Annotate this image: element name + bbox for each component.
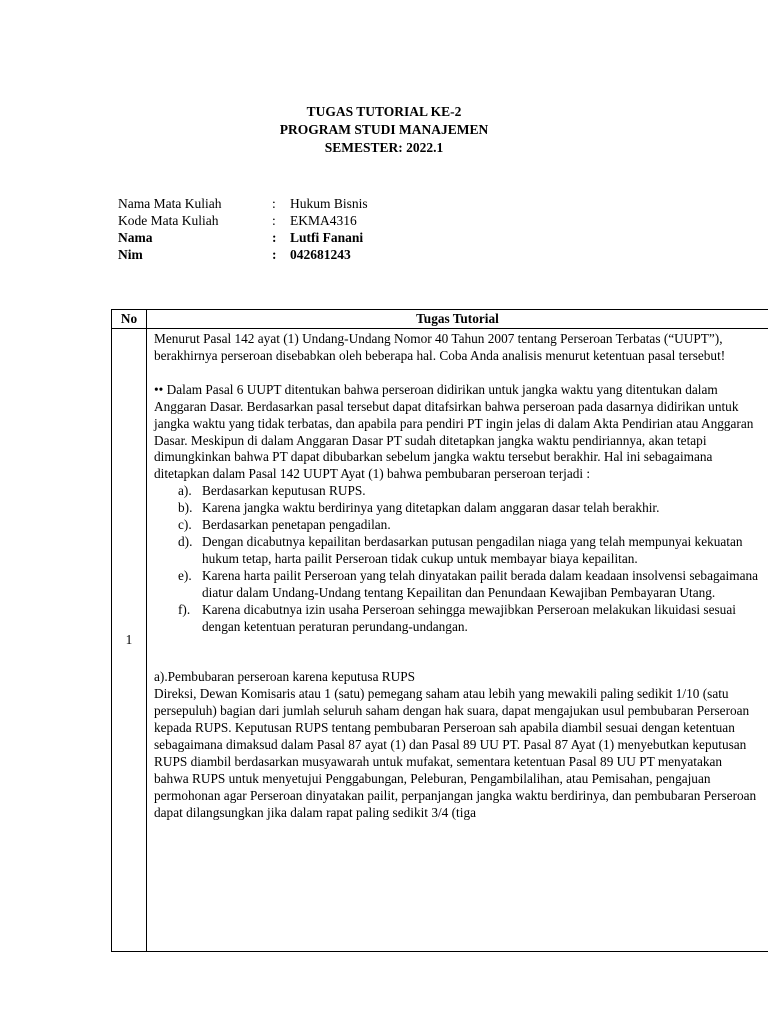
table-row [112, 329, 768, 952]
row-number: 1 [112, 329, 147, 952]
answer-intro: •• Dalam Pasal 6 UUPT ditentukan bahwa perseroan didirikan untuk jangka waktu yang ditentukan dalam Anggaran Dasar. Berdasarkan pasal tersebut dapat ditafsirkan bahwa perseroan pada dasarnya didirikan untuk jangka waktu yang tidak terbatas, dan apabila para pendiri PT ingin jelas di dalam Akta Pendirian atau Anggaran Dasar. Meskipun di dalam Anggaran Dasar PT sudah ditetapkan jangka waktu pendiriannya, akan tetapi dimungkinkan bahwa PT dapat dibubarkan sebelum jangka waktu tersebut berakhir. Hal ini sebagaimana ditetapkan dalam Pasal 142 UUPT Ayat (1) bahwa pembubaran perseroan terjadi : [154, 381, 754, 482]
list-item [154, 602, 760, 636]
tutorial-table [111, 309, 768, 952]
info-row-student-name [118, 229, 368, 246]
table-header-row [112, 310, 768, 329]
title-line-3: SEMESTER: 2022.1 [324, 140, 444, 155]
dissolution-list [154, 483, 760, 635]
info-label: Nama Mata Kuliah [118, 196, 222, 211]
info-label: Kode Mata Kuliah [118, 213, 219, 228]
info-colon: : [272, 196, 276, 211]
list-text: Karena jangka waktu berdirinya yang ditetapkan dalam anggaran dasar telah berakhir. [202, 500, 660, 516]
question-text: Menurut Pasal 142 ayat (1) Undang-Undang Nomor 40 Tahun 2007 tentang Perseroan Terbatas (“UUPT”), berakhirnya perseroan disebabkan oleh beberapa hal. Coba Anda analisis menurut ketentuan pasal tersebut! [154, 331, 726, 363]
list-text: Karena dicabutnya izin usaha Perseroan sehingga mewajibkan Perseroan melakukan likuidasi sesuai dengan ketentuan peraturan perundang-undangan. [202, 601, 736, 634]
info-row-student-id [118, 246, 368, 263]
list-item [154, 534, 760, 568]
row-content [147, 329, 768, 952]
header-no: No [112, 310, 147, 329]
info-value: Hukum Bisnis [290, 196, 368, 211]
student-info [118, 195, 368, 263]
info-colon: : [272, 213, 276, 228]
info-value: EKMA4316 [290, 213, 357, 228]
title-line-1: TUGAS TUTORIAL KE-2 [306, 104, 462, 119]
list-marker: f). [178, 601, 191, 617]
info-colon: : [272, 230, 277, 245]
list-text: Berdasarkan penetapan pengadilan. [202, 517, 391, 533]
list-marker: a). [178, 483, 192, 499]
title-line-2: PROGRAM STUDI MANAJEMEN [279, 122, 489, 137]
list-item [154, 568, 760, 602]
section-a-body: Direksi, Dewan Komisaris atau 1 (satu) pemegang saham atau lebih yang mewakili paling sedikit 1/10 (satu persepuluh) bagian dari jumlah seluruh saham dengan hak suara, dapat mengajukan usul pembubaran Perseroan kepada RUPS. Keputusan RUPS tentang pembubaran Perseroan sah apabila diambil sesuai dengan ketentuan sebagaimana dimaksud dalam Pasal 87 ayat (1) dan Pasal 89 UU PT. Pasal 87 Ayat (1) menyebutkan keputusan RUPS diambil berdasarkan musyawarah untuk mufakat, sementara ketentuan Pasal 89 UU PT menyatakan bahwa RUPS untuk menyetujui Penggabungan, Peleburan, Pengambilalihan, atau Pemisahan, pengajuan permohonan agar Perseroan dinyatakan pailit, perpanjangan jangka waktu berdirinya, dan pembubaran Perseroan dapat dilangsungkan jika dalam rapat paling sedikit 3/4 (tiga [154, 686, 757, 820]
info-value: 042681243 [290, 247, 351, 262]
info-row-course-code [118, 212, 368, 229]
list-text: Berdasarkan keputusan RUPS. [202, 483, 366, 499]
info-label: Nim [118, 247, 143, 262]
header-task: Tugas Tutorial [147, 310, 768, 329]
list-text: Dengan dicabutnya kepailitan berdasarkan putusan pengadilan niaga yang telah mempunyai kekuatan hukum tetap, harta pailit Perseroan tidak cukup untuk membayar biaya kepailitan. [202, 533, 743, 566]
list-marker: d). [178, 533, 193, 549]
list-marker: b). [178, 500, 193, 516]
list-marker: c). [178, 517, 192, 533]
section-a-title: a).Pembubaran perseroan karena keputusa RUPS [154, 669, 416, 685]
list-item [154, 500, 760, 517]
list-item [154, 517, 760, 534]
info-label: Nama [118, 230, 153, 245]
info-value: Lutfi Fanani [290, 230, 364, 245]
list-text: Karena harta pailit Perseroan yang telah dinyatakan pailit berada dalam keadaan insolvensi sebagaimana diatur dalam Undang-Undang tentang Kepailitan dan Penundaan Kewajiban Pembayaran Utang. [202, 567, 759, 600]
list-marker: e). [178, 567, 192, 583]
info-colon: : [272, 247, 277, 262]
document-title-block [0, 103, 768, 157]
list-item [154, 483, 760, 500]
info-row-course-name [118, 195, 368, 212]
